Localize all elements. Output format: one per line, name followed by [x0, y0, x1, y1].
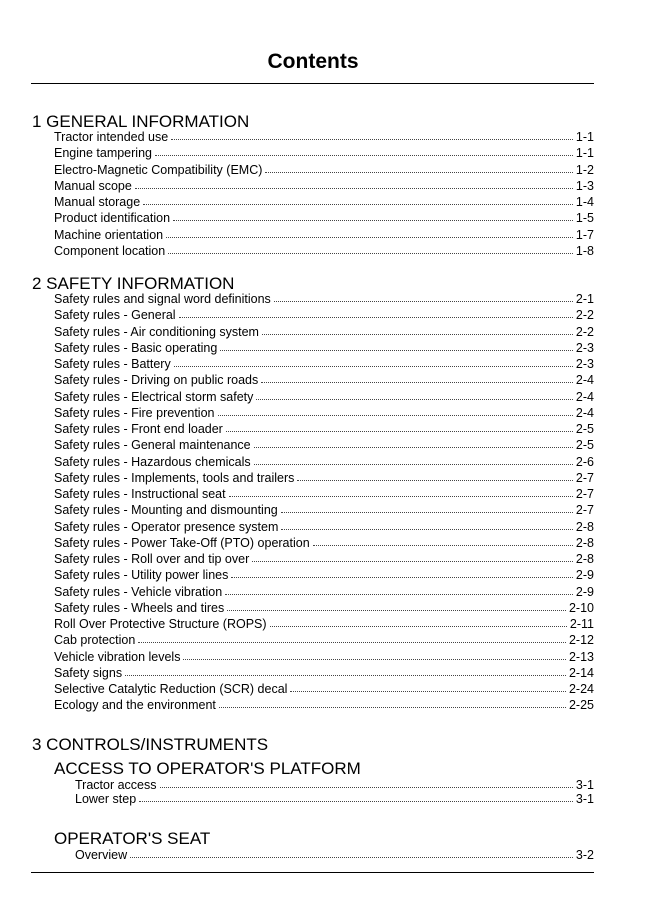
toc-entry[interactable]: [54, 194, 594, 210]
toc-entry-page: 2-5: [575, 438, 594, 453]
dot-leader: [143, 203, 573, 205]
dot-leader: [219, 706, 566, 708]
dot-leader: [297, 479, 573, 481]
dot-leader: [139, 800, 573, 802]
toc-entry-title: Safety rules - Air conditioning system: [54, 324, 259, 339]
toc-entry-page: 2-9: [575, 568, 594, 583]
toc-entry[interactable]: [54, 307, 594, 323]
dot-leader: [183, 658, 566, 660]
toc-entry-title: Safety rules and signal word definitions: [54, 292, 271, 306]
toc-entry-title: Cab protection: [54, 633, 136, 648]
toc-entry-title: Lower step: [75, 791, 137, 806]
toc-entry[interactable]: [54, 178, 594, 194]
toc-entry-page: 1-8: [575, 243, 594, 258]
dot-leader: [130, 856, 573, 858]
dot-leader: [313, 544, 573, 546]
toc-entry-title: Manual storage: [54, 195, 141, 209]
dot-leader: [226, 430, 573, 432]
toc-entry-page: 2-13: [568, 649, 594, 664]
toc-entry[interactable]: [54, 486, 594, 502]
toc-entry-title: Safety rules - Instructional seat: [54, 487, 226, 501]
toc-entry-title: Safety rules - Front end loader: [54, 422, 223, 436]
toc-entry-page: 2-9: [575, 584, 594, 599]
toc-entry-page: 1-7: [575, 227, 594, 242]
dot-leader: [254, 446, 573, 448]
dot-leader: [168, 252, 573, 254]
toc-entry-title: Safety rules - Power Take-Off (PTO) operation: [54, 535, 310, 550]
dot-leader: [218, 414, 573, 416]
toc-entry-title: Component location: [54, 243, 166, 258]
toc-entry-page: 2-4: [575, 389, 594, 404]
toc-entry[interactable]: [54, 470, 594, 486]
dot-leader: [220, 349, 573, 351]
toc-entry[interactable]: [54, 681, 594, 697]
toc-entry-page: 1-3: [575, 178, 594, 193]
toc-entry-title: Safety rules - Implements, tools and trailers: [54, 470, 295, 485]
toc-entry[interactable]: [54, 632, 594, 648]
toc-entry[interactable]: [54, 405, 594, 421]
toc-entry[interactable]: [54, 372, 594, 388]
toc-entry-page: 2-24: [568, 682, 594, 696]
toc-entry[interactable]: [54, 551, 594, 567]
toc-entry-page: 2-14: [568, 665, 594, 680]
toc-entry-page: 3-1: [575, 791, 594, 806]
toc-entry[interactable]: [54, 519, 594, 535]
toc-entry-page: 2-8: [575, 552, 594, 566]
toc-entry[interactable]: [54, 243, 594, 259]
subsection-heading: OPERATOR'S SEAT: [54, 829, 211, 848]
dot-leader: [138, 641, 566, 643]
toc-entry-title: Safety rules - Utility power lines: [54, 568, 229, 583]
toc-entry-title: Electro-Magnetic Compatibility (EMC): [54, 162, 263, 177]
subsection-heading: ACCESS TO OPERATOR'S PLATFORM: [54, 759, 361, 778]
toc-entry-title: Tractor intended use: [54, 130, 169, 144]
dot-leader: [171, 138, 573, 140]
toc-entry-page: 2-4: [575, 405, 594, 420]
toc-entry-page: 2-4: [575, 373, 594, 388]
toc-entry-page: 1-1: [575, 146, 594, 161]
toc-entry[interactable]: [75, 847, 594, 863]
dot-leader: [135, 187, 573, 189]
dot-leader: [265, 171, 573, 173]
toc-entry-page: 2-25: [568, 698, 594, 713]
toc-entry-title: Safety rules - Operator presence system: [54, 519, 279, 534]
toc-entry-title: Safety rules - Basic operating: [54, 340, 218, 355]
toc-entry-title: Safety rules - Fire prevention: [54, 405, 215, 420]
toc-entry-title: Machine orientation: [54, 227, 164, 242]
dot-leader: [252, 560, 573, 562]
toc-entry-page: 2-11: [569, 617, 594, 631]
toc-entry[interactable]: [54, 145, 594, 161]
toc-entry[interactable]: [54, 291, 594, 307]
dot-leader: [229, 495, 573, 497]
toc-entry-title: Safety signs: [54, 665, 123, 680]
dot-leader: [174, 365, 573, 367]
toc-entry-title: Safety rules - General: [54, 308, 176, 323]
toc-entry-page: 1-5: [575, 211, 594, 226]
dot-leader: [225, 593, 573, 595]
toc-entry[interactable]: [54, 324, 594, 340]
toc-entry-title: Safety rules - Mounting and dismounting: [54, 503, 278, 518]
toc-entry-page: 2-2: [575, 324, 594, 339]
dot-leader: [160, 786, 573, 788]
footer-divider: [31, 872, 594, 873]
toc-entry-page: 2-2: [575, 308, 594, 323]
dot-leader: [254, 463, 573, 465]
toc-entry-title: Manual scope: [54, 178, 132, 193]
toc-entry-title: Safety rules - Wheels and tires: [54, 600, 225, 615]
toc-entry-title: Engine tampering: [54, 146, 152, 161]
toc-entry-page: 2-7: [575, 487, 594, 501]
toc-entry-title: Overview: [75, 848, 128, 862]
toc-entry[interactable]: [54, 584, 594, 600]
dot-leader: [227, 609, 566, 611]
toc-entry-title: Vehicle vibration levels: [54, 649, 181, 664]
toc-entry[interactable]: [54, 389, 594, 405]
toc-entry[interactable]: [54, 600, 594, 616]
toc-entry[interactable]: [54, 649, 594, 665]
toc-entry[interactable]: [54, 616, 594, 632]
dot-leader: [261, 381, 573, 383]
toc-entry[interactable]: [54, 535, 594, 551]
toc-entry[interactable]: [54, 227, 594, 243]
dot-leader: [166, 236, 573, 238]
toc-entry-title: Product identification: [54, 211, 171, 226]
dot-leader: [155, 154, 573, 156]
section-heading: 3 CONTROLS/INSTRUMENTS: [32, 735, 269, 754]
toc-entry-title: Safety rules - Electrical storm safety: [54, 389, 254, 404]
toc-entry[interactable]: [54, 437, 594, 453]
section-heading: 1 GENERAL INFORMATION: [32, 112, 250, 131]
toc-entry-page: 2-7: [575, 470, 594, 485]
toc-entry[interactable]: [54, 567, 594, 583]
toc-entry[interactable]: [54, 129, 594, 145]
toc-entry[interactable]: [54, 421, 594, 437]
dot-leader: [281, 528, 573, 530]
dot-leader: [173, 219, 573, 221]
toc-entry-page: 2-8: [575, 519, 594, 534]
toc-entry-title: Safety rules - General maintenance: [54, 438, 251, 453]
dot-leader: [231, 576, 573, 578]
toc-entry-page: 1-1: [575, 130, 594, 144]
toc-entry[interactable]: [54, 210, 594, 226]
dot-leader: [274, 300, 573, 302]
toc-entry[interactable]: [54, 340, 594, 356]
toc-entry-title: Selective Catalytic Reduction (SCR) decal: [54, 682, 288, 696]
toc-entry-page: 1-2: [575, 162, 594, 177]
toc-entry-title: Roll Over Protective Structure (ROPS): [54, 617, 267, 631]
toc-entry-page: 2-3: [575, 357, 594, 371]
toc-entry[interactable]: [75, 791, 594, 807]
toc-entry-title: Tractor access: [75, 778, 157, 792]
toc-entry-title: Safety rules - Battery: [54, 357, 171, 371]
toc-entry[interactable]: [54, 162, 594, 178]
title-divider: [31, 83, 594, 84]
page-title: Contents: [267, 50, 359, 73]
toc-entry[interactable]: [54, 454, 594, 470]
toc-entry[interactable]: [54, 665, 594, 681]
toc-entry-title: Safety rules - Hazardous chemicals: [54, 454, 251, 469]
dot-leader: [179, 316, 573, 318]
dot-leader: [270, 625, 567, 627]
toc-entry-title: Ecology and the environment: [54, 698, 216, 713]
toc-entry-page: 2-1: [575, 292, 594, 306]
toc-entry-page: 2-8: [575, 535, 594, 550]
toc-entry-page: 3-2: [575, 848, 594, 862]
toc-entry-page: 1-4: [575, 195, 594, 209]
toc-entry[interactable]: [54, 356, 594, 372]
dot-leader: [262, 333, 573, 335]
toc-entry-page: 2-6: [575, 454, 594, 469]
toc-entry-title: Safety rules - Vehicle vibration: [54, 584, 223, 599]
dot-leader: [125, 674, 566, 676]
toc-entry-title: Safety rules - Driving on public roads: [54, 373, 259, 388]
toc-entry-page: 2-3: [575, 340, 594, 355]
toc-entry[interactable]: [54, 697, 594, 713]
toc-entry-page: 3-1: [575, 778, 594, 792]
dot-leader: [281, 511, 573, 513]
toc-entry-page: 2-7: [575, 503, 594, 518]
dot-leader: [290, 690, 566, 692]
section-heading: 2 SAFETY INFORMATION: [32, 274, 235, 293]
toc-entry-page: 2-5: [575, 422, 594, 436]
toc-entry-page: 2-12: [568, 633, 594, 648]
toc-entry-page: 2-10: [568, 600, 594, 615]
toc-entry[interactable]: [54, 502, 594, 518]
toc-entry-title: Safety rules - Roll over and tip over: [54, 552, 250, 566]
dot-leader: [256, 398, 573, 400]
